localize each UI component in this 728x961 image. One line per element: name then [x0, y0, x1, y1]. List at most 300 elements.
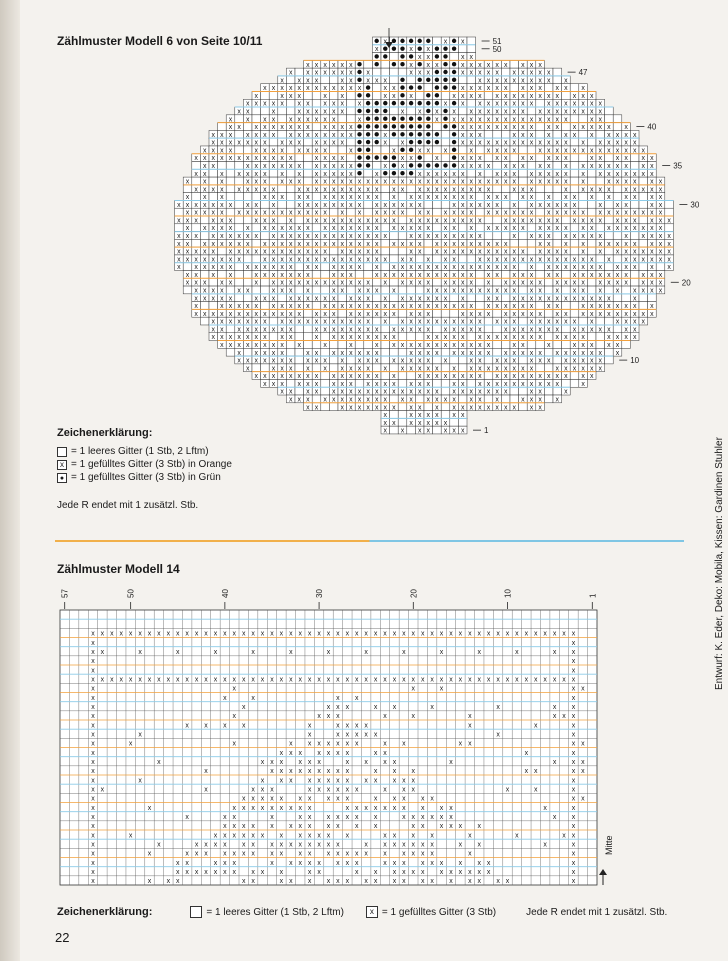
- x-mark: x: [439, 869, 444, 876]
- x-mark: x: [366, 69, 370, 77]
- section-divider: [55, 540, 684, 542]
- x-mark: x: [307, 722, 312, 730]
- x-mark: x: [211, 186, 216, 194]
- x-mark: x: [658, 233, 663, 241]
- x-mark: x: [91, 832, 95, 840]
- x-mark: x: [546, 264, 551, 272]
- grid-cell: [390, 53, 399, 61]
- grid-cell: [372, 278, 381, 286]
- grid-cell: [476, 224, 485, 232]
- x-mark: x: [185, 233, 190, 241]
- x-mark: x: [624, 178, 628, 186]
- col-marker-label: 1: [588, 593, 598, 598]
- x-mark: x: [615, 303, 620, 311]
- x-mark: x: [469, 279, 474, 287]
- x-mark: x: [607, 170, 611, 178]
- x-mark: x: [211, 240, 216, 248]
- x-mark: x: [128, 630, 133, 638]
- x-mark: x: [323, 85, 327, 93]
- x-mark: x: [271, 357, 276, 365]
- x-mark: x: [345, 814, 350, 821]
- x-mark: x: [383, 380, 388, 388]
- x-mark: x: [503, 326, 508, 334]
- grid-cell: [553, 162, 562, 170]
- x-mark: x: [280, 100, 284, 108]
- dot-mark: [452, 140, 456, 144]
- x-mark: x: [478, 77, 482, 85]
- page-number: 22: [55, 930, 70, 945]
- x-mark: x: [202, 310, 207, 318]
- x-mark: x: [443, 209, 448, 217]
- x-mark: x: [546, 194, 551, 202]
- dot-mark: [409, 132, 413, 136]
- x-mark: x: [452, 427, 456, 435]
- grid-cell: [312, 123, 321, 131]
- x-mark: x: [512, 271, 517, 279]
- x-mark: x: [383, 233, 388, 241]
- x-mark: x: [598, 100, 603, 108]
- x-mark: x: [91, 667, 95, 675]
- chart1-title: Zählmuster Modell 6 von Seite 10/11: [57, 34, 263, 48]
- row-marker-label: 30: [690, 200, 700, 210]
- x-mark: x: [521, 77, 525, 85]
- grid-cell: [209, 177, 218, 185]
- x-mark: x: [254, 186, 259, 194]
- grid-cell: [243, 123, 252, 131]
- grid-cell: [553, 130, 562, 138]
- x-mark: x: [521, 303, 525, 311]
- grid-cell: [338, 309, 347, 317]
- col-marker-label: 30: [315, 589, 325, 598]
- x-mark: x: [496, 630, 500, 638]
- x-mark: x: [91, 850, 95, 858]
- x-mark: x: [486, 310, 491, 318]
- x-mark: x: [323, 295, 327, 303]
- grid-cell: [235, 270, 244, 278]
- grid-cell: [278, 115, 287, 123]
- x-mark: x: [314, 178, 319, 186]
- x-mark: x: [624, 225, 628, 233]
- x-mark: x: [572, 100, 577, 108]
- x-mark: x: [495, 256, 499, 264]
- x-mark: x: [435, 217, 439, 225]
- x-mark: x: [280, 155, 284, 163]
- grid-cell: [441, 403, 450, 411]
- grid-cell: [398, 68, 407, 76]
- grid-cell: [536, 123, 545, 131]
- x-mark: x: [383, 318, 388, 326]
- x-mark: x: [364, 777, 368, 785]
- grid-cell: [476, 208, 485, 216]
- x-mark: x: [374, 373, 379, 381]
- x-mark: x: [326, 795, 331, 803]
- x-mark: x: [449, 823, 453, 831]
- x-mark: x: [270, 804, 274, 812]
- x-mark: x: [271, 217, 276, 225]
- grid-cell: [501, 185, 510, 193]
- x-mark: x: [477, 823, 481, 831]
- grid-cell: [278, 216, 287, 224]
- x-mark: x: [658, 256, 663, 264]
- x-mark: x: [452, 287, 456, 295]
- x-mark: x: [331, 217, 336, 225]
- grid-cell: [476, 302, 485, 310]
- x-mark: x: [503, 279, 508, 287]
- x-mark: x: [306, 61, 310, 69]
- x-mark: x: [564, 147, 568, 155]
- x-mark: x: [468, 850, 472, 858]
- x-mark: x: [357, 209, 362, 217]
- x-mark: x: [228, 279, 233, 287]
- x-mark: x: [443, 170, 448, 178]
- grid-cell: [278, 185, 287, 193]
- grid-cell: [433, 309, 442, 317]
- x-mark: x: [449, 878, 453, 886]
- x-mark: x: [658, 217, 663, 225]
- grid-cell: [510, 387, 519, 395]
- dot-mark: [426, 78, 430, 82]
- x-mark: x: [460, 295, 465, 303]
- x-mark: x: [529, 404, 534, 412]
- x-mark: x: [211, 139, 216, 147]
- x-mark: x: [223, 630, 227, 638]
- x-mark: x: [383, 786, 387, 794]
- x-mark: x: [314, 279, 319, 287]
- x-mark: x: [271, 201, 276, 209]
- x-mark: x: [512, 131, 517, 139]
- x-mark: x: [220, 194, 224, 202]
- x-mark: x: [194, 869, 199, 876]
- x-mark: x: [426, 170, 431, 178]
- x-mark: x: [270, 823, 274, 831]
- x-mark: x: [555, 85, 560, 93]
- dot-mark: [426, 132, 430, 136]
- x-mark: x: [297, 233, 302, 241]
- col-marker-label: 50: [126, 589, 136, 598]
- x-mark: x: [357, 287, 362, 295]
- x-mark: x: [555, 147, 560, 155]
- x-mark: x: [546, 295, 551, 303]
- x-mark: x: [417, 170, 422, 178]
- x-mark: x: [529, 373, 534, 381]
- x-mark: x: [572, 201, 577, 209]
- x-mark: x: [383, 740, 387, 748]
- x-mark: x: [452, 303, 456, 311]
- x-mark: x: [349, 225, 353, 233]
- dot-mark: [392, 155, 396, 159]
- x-mark: x: [340, 162, 345, 170]
- grid-cell: [218, 270, 227, 278]
- x-mark: x: [529, 295, 534, 303]
- empty-square-icon: [57, 447, 67, 457]
- x-mark: x: [555, 92, 560, 100]
- x-mark: x: [420, 804, 425, 812]
- x-mark: x: [349, 256, 353, 264]
- x-mark: x: [251, 630, 255, 638]
- grid-cell: [501, 294, 510, 302]
- x-mark: x: [503, 162, 508, 170]
- x-mark: x: [402, 869, 406, 876]
- grid-cell: [209, 169, 218, 177]
- grid-cell: [355, 379, 364, 387]
- x-mark: x: [417, 271, 422, 279]
- x-mark: x: [435, 373, 439, 381]
- x-mark: x: [460, 131, 465, 139]
- x-mark: x: [194, 264, 198, 272]
- x-mark: x: [366, 194, 370, 202]
- x-mark: x: [314, 380, 319, 388]
- x-mark: x: [411, 850, 416, 858]
- x-mark: x: [392, 287, 396, 295]
- x-mark: x: [194, 217, 198, 225]
- x-mark: x: [336, 814, 340, 821]
- row-marker-label: 47: [578, 68, 588, 78]
- x-mark: x: [443, 271, 448, 279]
- x-mark: x: [263, 240, 267, 248]
- x-mark: x: [460, 201, 465, 209]
- x-mark: x: [392, 264, 396, 272]
- x-mark: x: [564, 162, 568, 170]
- x-mark: x: [110, 630, 114, 638]
- x-mark: x: [430, 630, 434, 638]
- x-mark: x: [314, 85, 319, 93]
- x-mark: x: [624, 162, 628, 170]
- grid-cell: [570, 379, 579, 387]
- x-mark: x: [373, 869, 378, 876]
- x-mark: x: [529, 357, 534, 365]
- x-mark: x: [538, 162, 542, 170]
- grid-cell: [553, 387, 562, 395]
- x-mark: x: [202, 186, 207, 194]
- grid-cell: [579, 317, 588, 325]
- x-mark: x: [667, 233, 671, 241]
- grid-cell: [450, 294, 459, 302]
- x-mark: x: [245, 334, 250, 342]
- x-mark: x: [409, 69, 413, 77]
- x-mark: x: [478, 256, 482, 264]
- x-mark: x: [228, 217, 233, 225]
- x-mark: x: [204, 850, 208, 858]
- x-mark: x: [460, 155, 465, 163]
- grid-cell: [364, 270, 373, 278]
- x-mark: x: [529, 69, 534, 77]
- grid-cell: [235, 263, 244, 271]
- x-mark: x: [237, 186, 241, 194]
- dot-mark: [418, 85, 422, 89]
- grid-cell: [519, 356, 528, 364]
- grid-cell: [587, 208, 596, 216]
- x-mark: x: [306, 225, 310, 233]
- x-mark: x: [306, 303, 310, 311]
- grid-cell: [286, 169, 295, 177]
- x-mark: x: [232, 630, 237, 638]
- x-mark: x: [515, 832, 519, 840]
- x-mark: x: [336, 878, 340, 886]
- x-mark: x: [237, 240, 241, 248]
- x-mark: x: [503, 116, 508, 124]
- x-mark: x: [323, 131, 327, 139]
- x-mark: x: [138, 676, 142, 684]
- x-mark: x: [478, 92, 482, 100]
- x-mark: x: [237, 310, 241, 318]
- x-mark: x: [254, 264, 259, 272]
- x-mark: x: [641, 310, 646, 318]
- x-mark: x: [624, 240, 628, 248]
- x-mark: x: [458, 841, 463, 849]
- x-mark: x: [220, 225, 224, 233]
- x-mark: x: [632, 334, 637, 342]
- grid-cell: [570, 239, 579, 247]
- x-mark: x: [340, 303, 345, 311]
- x-mark: x: [263, 295, 267, 303]
- x-mark: x: [364, 804, 368, 812]
- grid-cell: [536, 193, 545, 201]
- x-mark: x: [279, 878, 284, 886]
- x-mark: x: [469, 124, 474, 132]
- dot-mark: [375, 117, 379, 121]
- x-mark: x: [529, 365, 534, 373]
- grid-cell: [192, 162, 201, 170]
- x-mark: x: [512, 326, 517, 334]
- x-mark: x: [323, 318, 327, 326]
- x-mark: x: [409, 365, 413, 373]
- grid-cell: [372, 146, 381, 154]
- x-mark: x: [147, 850, 152, 858]
- x-mark: x: [650, 233, 654, 241]
- grid-cell: [596, 341, 605, 349]
- x-mark: x: [581, 240, 585, 248]
- x-mark: x: [228, 147, 233, 155]
- x-mark: x: [211, 295, 216, 303]
- dot-mark: [418, 39, 422, 43]
- x-mark: x: [331, 396, 336, 404]
- x-mark: x: [245, 233, 250, 241]
- grid-cell: [329, 247, 338, 255]
- x-mark: x: [392, 326, 396, 334]
- grid-cell: [519, 263, 528, 271]
- x-mark: x: [194, 279, 198, 287]
- x-mark: x: [392, 419, 396, 427]
- x-mark: x: [307, 850, 312, 858]
- grid-cell: [415, 395, 424, 403]
- x-mark: x: [495, 365, 499, 373]
- x-mark: x: [624, 139, 628, 147]
- grid-cell: [613, 123, 622, 131]
- x-mark: x: [426, 349, 431, 357]
- grid-cell: [209, 302, 218, 310]
- x-mark: x: [658, 178, 663, 186]
- grid-cell: [622, 341, 631, 349]
- x-mark: x: [91, 859, 95, 867]
- x-mark: x: [486, 240, 491, 248]
- grid-cell: [381, 224, 390, 232]
- x-mark: x: [478, 341, 482, 349]
- x-mark: x: [323, 341, 327, 349]
- x-mark: x: [641, 155, 646, 163]
- x-mark: x: [529, 139, 534, 147]
- x-mark: x: [202, 256, 207, 264]
- x-mark: x: [392, 178, 396, 186]
- x-mark: x: [251, 869, 255, 876]
- grid-cell: [398, 193, 407, 201]
- x-mark: x: [521, 295, 525, 303]
- grid-cell: [398, 333, 407, 341]
- grid-cell: [261, 286, 270, 294]
- x-mark: x: [650, 248, 654, 256]
- x-mark: x: [340, 334, 345, 342]
- x-mark: x: [426, 209, 431, 217]
- x-mark: x: [460, 248, 465, 256]
- dot-mark: [452, 101, 456, 105]
- x-mark: x: [555, 396, 560, 404]
- dot-mark: [400, 171, 404, 175]
- x-mark: x: [349, 334, 353, 342]
- x-mark: x: [615, 147, 620, 155]
- x-mark: x: [495, 139, 499, 147]
- x-mark: x: [326, 676, 331, 684]
- grid-cell: [562, 123, 571, 131]
- x-mark: x: [306, 256, 310, 264]
- x-mark: x: [374, 233, 379, 241]
- x-mark: x: [452, 373, 456, 381]
- x-mark: x: [512, 217, 517, 225]
- x-mark: x: [478, 162, 482, 170]
- grid-cell: [510, 154, 519, 162]
- grid-cell: [235, 200, 244, 208]
- x-mark: x: [185, 248, 190, 256]
- grid-cell: [501, 68, 510, 76]
- x-mark: x: [271, 162, 276, 170]
- x-mark: x: [589, 100, 594, 108]
- grid-cell: [243, 348, 252, 356]
- x-mark: x: [400, 225, 405, 233]
- grid-cell: [286, 99, 295, 107]
- x-mark: x: [245, 248, 250, 256]
- x-mark: x: [435, 303, 439, 311]
- x-mark: x: [641, 279, 646, 287]
- x-mark: x: [624, 303, 628, 311]
- x-mark: x: [486, 404, 491, 412]
- x-mark: x: [345, 731, 350, 739]
- x-mark: x: [263, 186, 267, 194]
- x-mark: x: [349, 303, 353, 311]
- x-mark: x: [452, 248, 456, 256]
- x-mark: x: [157, 676, 161, 684]
- x-mark: x: [486, 61, 491, 69]
- x-mark: x: [245, 178, 250, 186]
- x-mark: x: [349, 396, 353, 404]
- grid-cell: [458, 107, 467, 115]
- grid-cell: [235, 177, 244, 185]
- dot-mark: [357, 78, 361, 82]
- x-mark: x: [460, 54, 465, 62]
- x-mark: x: [452, 170, 456, 178]
- x-mark: x: [521, 155, 525, 163]
- x-mark: x: [374, 326, 379, 334]
- x-mark: x: [607, 334, 611, 342]
- x-mark: x: [383, 256, 388, 264]
- x-mark: x: [632, 240, 637, 248]
- x-mark: x: [650, 178, 654, 186]
- x-mark: x: [211, 310, 216, 318]
- x-mark: x: [503, 334, 508, 342]
- x-mark: x: [263, 271, 267, 279]
- x-mark: x: [237, 233, 241, 241]
- x-mark: x: [383, 396, 388, 404]
- grid-cell: [458, 224, 467, 232]
- grid-cell: [321, 387, 330, 395]
- x-mark: x: [260, 676, 265, 684]
